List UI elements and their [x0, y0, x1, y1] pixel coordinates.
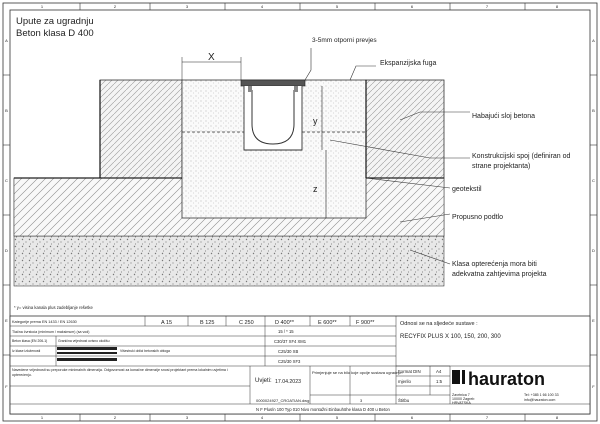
col-marker: 5: [335, 4, 339, 9]
label-construction-joint: Konstrukcijski spoj (definiran od: [472, 153, 571, 160]
tb-notes: [12, 368, 248, 402]
drawing-subtitle: Beton klasa D 400: [16, 28, 94, 39]
company-phone: Tel: +385 1 66 100 33: [524, 393, 559, 397]
col-marker: 4: [260, 415, 264, 420]
row-marker: F: [5, 384, 8, 389]
base-layer: [14, 236, 444, 286]
tb-compressive-label: Tlačna čvrstoća (minimum / maksimum) (sa vod): [12, 330, 90, 334]
tb-format-value: A4: [436, 369, 442, 374]
tb-revision: 3: [360, 398, 363, 403]
footnote: * y= visina kanala plus zadebljanje rešetke: [14, 305, 93, 310]
tb-scale-value: 1:5: [436, 379, 443, 384]
col-marker: 8: [555, 4, 559, 9]
tb-sheet-label: Štitbu: [398, 398, 410, 403]
wear-layer-left: [100, 80, 182, 178]
dimension-z: z: [313, 184, 318, 194]
col-marker: 5: [335, 415, 339, 420]
col-marker: 2: [113, 415, 117, 420]
tb-systems-value: RECYFIX PLUS X 100, 150, 200, 300: [400, 334, 501, 340]
wear-layer-right: [366, 80, 444, 178]
col-marker: 3: [185, 415, 189, 420]
tb-load-class: A 15: [161, 320, 173, 326]
company-web: info@hauraton.com: [524, 398, 556, 402]
tb-exposure-value: C25/30 XB: [278, 349, 299, 354]
tb-format-label: Format DIN: [398, 369, 421, 374]
logo-text: hauraton: [468, 369, 546, 389]
label-load-class-2: adekvatna zahtjevima projekta: [452, 271, 547, 278]
tb-load-class: B 125: [200, 320, 215, 326]
tb-remark: Primjenjuje se na bilo koje opcije sustava ugradnje.: [312, 370, 403, 375]
row-marker: D: [592, 248, 595, 253]
col-marker: 6: [410, 415, 414, 420]
tb-exposure-label: Iz klase izloženosti: [12, 349, 41, 353]
row-marker: D: [5, 248, 8, 253]
tb-load-class: C 250: [239, 320, 254, 326]
row-marker: B: [592, 108, 595, 113]
tb-systems-heading: Odnosi se na sljedeće sustave :: [400, 321, 478, 327]
tb-concrete-label: Beton klasa (EN 206-1): [12, 339, 48, 343]
tb-category-label: Kategorije prema EN 1433 / EN 12630: [12, 320, 77, 324]
row-marker: C: [592, 178, 595, 183]
tb-compressive-value: 15 / * 15: [278, 329, 294, 334]
label-wear-layer: Habajući sloj betona: [472, 113, 536, 120]
company-address-2: 10000 Zagreb: [452, 397, 475, 401]
col-marker: 7: [485, 4, 489, 9]
tb-load-class: F 900**: [356, 320, 375, 326]
col-marker: 1: [40, 415, 44, 420]
row-marker: E: [592, 318, 595, 323]
col-marker: 2: [113, 4, 117, 9]
row-marker: F: [592, 384, 595, 389]
col-marker: 1: [40, 4, 44, 9]
tb-conditions-label: Uvjeti:: [255, 378, 272, 384]
tb-load-class: E 600**: [318, 320, 337, 326]
tb-scale-label: mjerilo: [398, 379, 411, 384]
drawing-title: Upute za ugradnju: [16, 16, 94, 27]
tb-exposure-value-2: C25/30 XF3: [278, 359, 301, 364]
company-address-1: Zavrtnica 7: [452, 393, 470, 397]
grating: [241, 80, 305, 86]
col-marker: 6: [410, 4, 414, 9]
tb-concrete-sub: Granična vrijednost ovisno okolišu: [58, 339, 110, 343]
tb-exposure-sub: Višestruki oblici betonskih obloga: [120, 349, 170, 353]
tb-concrete-value: C30/37 XF4 XM1: [274, 339, 307, 344]
cross-section: [14, 52, 444, 286]
row-marker: A: [592, 38, 595, 43]
label-construction-joint-2: strane projektanta): [472, 163, 531, 170]
tb-notes-text: Navedene vrijednosti su preporuke minimalnih dimenzija. Odgovornost za konačne dimenzije snosi projektant prema lokalnim uvjetima i opterećenju.: [12, 368, 228, 377]
label-load-class: Klasa opterećenja mora biti: [452, 261, 537, 268]
row-marker: B: [5, 108, 8, 113]
tb-load-class: D 400**: [275, 320, 294, 326]
label-base: Propusno podtlo: [452, 214, 503, 221]
dimension-y: y: [313, 116, 318, 126]
dimension-x: X: [208, 52, 215, 63]
col-marker: 3: [185, 4, 189, 9]
col-marker: 8: [555, 415, 559, 420]
col-marker: 7: [485, 415, 489, 420]
tb-bottom-title: N F Plus/n 100 Typ 010 Nivo montažni Einbauhöhe klasa D 400 u Beton: [256, 407, 390, 412]
label-overhang: 3-5mm otporni prevjes: [312, 37, 377, 44]
company-address-3: HRVATSKA: [452, 401, 471, 405]
row-marker: E: [5, 318, 8, 323]
col-marker: 4: [260, 4, 264, 9]
label-geotextile: geotekstil: [452, 186, 482, 193]
tb-date: 17.04.2023: [275, 379, 301, 385]
row-marker: C: [5, 178, 8, 183]
row-marker: A: [5, 38, 8, 43]
tb-doc-number: 0000024927_CROATIAN.dwg: [256, 398, 310, 403]
label-expansion-joint: Ekspanzijska fuga: [380, 60, 437, 67]
